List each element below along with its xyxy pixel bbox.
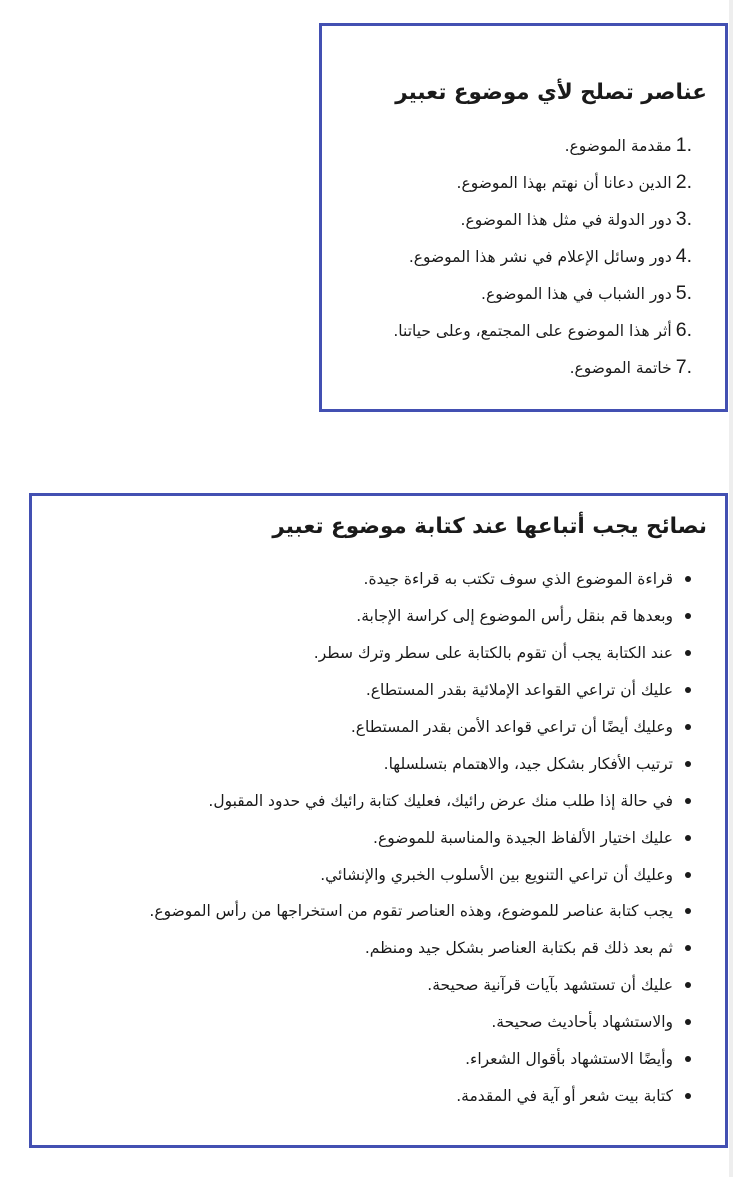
list-item: [149, 819, 691, 856]
bullet-icon: [685, 761, 691, 767]
bullet-icon: [685, 650, 691, 656]
item-text: يجب كتابة عناصر للموضوع، وهذه العناصر تقوم من استخراجها من رأس الموضوع.: [149, 902, 673, 921]
page-scrollbar[interactable]: [729, 0, 733, 1177]
bullet-icon: [685, 872, 691, 878]
item-text: مقدمة الموضوع.: [564, 136, 672, 155]
list-item: [393, 164, 692, 201]
list-item: [149, 1041, 691, 1078]
item-number: 1.: [675, 134, 692, 156]
bullet-icon: [685, 798, 691, 804]
bullet-icon: [685, 576, 691, 582]
list-item: [393, 201, 692, 238]
item-text: عليك أن تراعي القواعد الإملائية بقدر المستطاع.: [365, 681, 673, 700]
essay-elements-list: [393, 127, 692, 386]
list-item: [149, 745, 691, 782]
item-text: وأيضًا الاستشهاد بأقوال الشعراء.: [465, 1050, 673, 1069]
bullet-icon: [685, 835, 691, 841]
item-text: عند الكتابة يجب أن تقوم بالكتابة على سطر وترك سطر.: [313, 644, 673, 663]
list-item: [149, 1004, 691, 1041]
writing-tips-title: نصائح يجب أتباعها عند كتابة موضوع تعبير: [272, 514, 707, 539]
list-item: [393, 312, 692, 349]
item-text: وعليك أن تراعي التنويع بين الأسلوب الخبري والإنشائي.: [320, 865, 673, 884]
item-text: وعليك أيضًا أن تراعي قواعد الأمن بقدر المستطاع.: [350, 718, 673, 736]
writing-tips-list: [149, 561, 691, 1114]
bullet-icon: [685, 982, 691, 988]
item-text: ترتيب الأفكار بشكل جيد، والاهتمام بتسلسلها.: [383, 754, 673, 773]
item-text: ثم بعد ذلك قم بكتابة العناصر بشكل جيد ومنظم.: [364, 939, 673, 958]
list-item: [393, 349, 692, 386]
list-item: [149, 1077, 691, 1114]
bullet-icon: [685, 1093, 691, 1099]
item-text: قراءة الموضوع الذي سوف تكتب به قراءة جيدة.: [363, 570, 673, 589]
item-text: الدين دعانا أن نهتم بهذا الموضوع.: [456, 173, 672, 192]
bullet-icon: [685, 908, 691, 914]
list-item: [149, 709, 691, 746]
item-number: 7.: [675, 356, 692, 378]
list-item: [149, 967, 691, 1004]
essay-elements-title: عناصر تصلح لأي موضوع تعبير: [395, 80, 707, 105]
list-item: [149, 635, 691, 672]
list-item: [149, 561, 691, 598]
item-text: دور الدولة في مثل هذا الموضوع.: [460, 210, 672, 229]
item-text: خاتمة الموضوع.: [569, 358, 672, 377]
item-text: عليك اختيار الألفاظ الجيدة والمناسبة للموضوع.: [373, 828, 673, 847]
list-item: [149, 856, 691, 893]
bullet-icon: [685, 945, 691, 951]
item-text: وبعدها قم بنقل رأس الموضوع إلى كراسة الإجابة.: [356, 607, 673, 626]
list-item: [149, 930, 691, 967]
item-number: 6.: [675, 319, 692, 341]
item-number: 2.: [675, 171, 692, 193]
item-text: في حالة إذا طلب منك عرض رائيك، فعليك كتابة رائيك في حدود المقبول.: [208, 791, 673, 810]
item-text: عليك أن تستشهد بآيات قرآنية صحيحة.: [427, 976, 673, 995]
item-text: دور وسائل الإعلام في نشر هذا الموضوع.: [408, 247, 672, 266]
bullet-icon: [685, 724, 691, 730]
list-item: [149, 672, 691, 709]
bullet-icon: [685, 687, 691, 693]
list-item: [149, 598, 691, 635]
list-item: [149, 893, 691, 930]
list-item: [393, 238, 692, 275]
item-number: 3.: [675, 208, 692, 230]
list-item: [393, 127, 692, 164]
essay-elements-box: [319, 23, 728, 412]
item-text: والاستشهاد بأحاديث صحيحة.: [491, 1013, 673, 1032]
item-text: دور الشباب في هذا الموضوع.: [481, 284, 672, 303]
item-text: أثر هذا الموضوع على المجتمع، وعلى حياتنا.: [393, 321, 672, 340]
list-item: [393, 275, 692, 312]
item-number: 5.: [675, 282, 692, 304]
writing-tips-box: [29, 493, 728, 1148]
bullet-icon: [685, 1056, 691, 1062]
bullet-icon: [685, 1019, 691, 1025]
item-text: كتابة بيت شعر أو آية في المقدمة.: [456, 1086, 673, 1105]
bullet-icon: [685, 613, 691, 619]
list-item: [149, 782, 691, 819]
item-number: 4.: [675, 245, 692, 267]
